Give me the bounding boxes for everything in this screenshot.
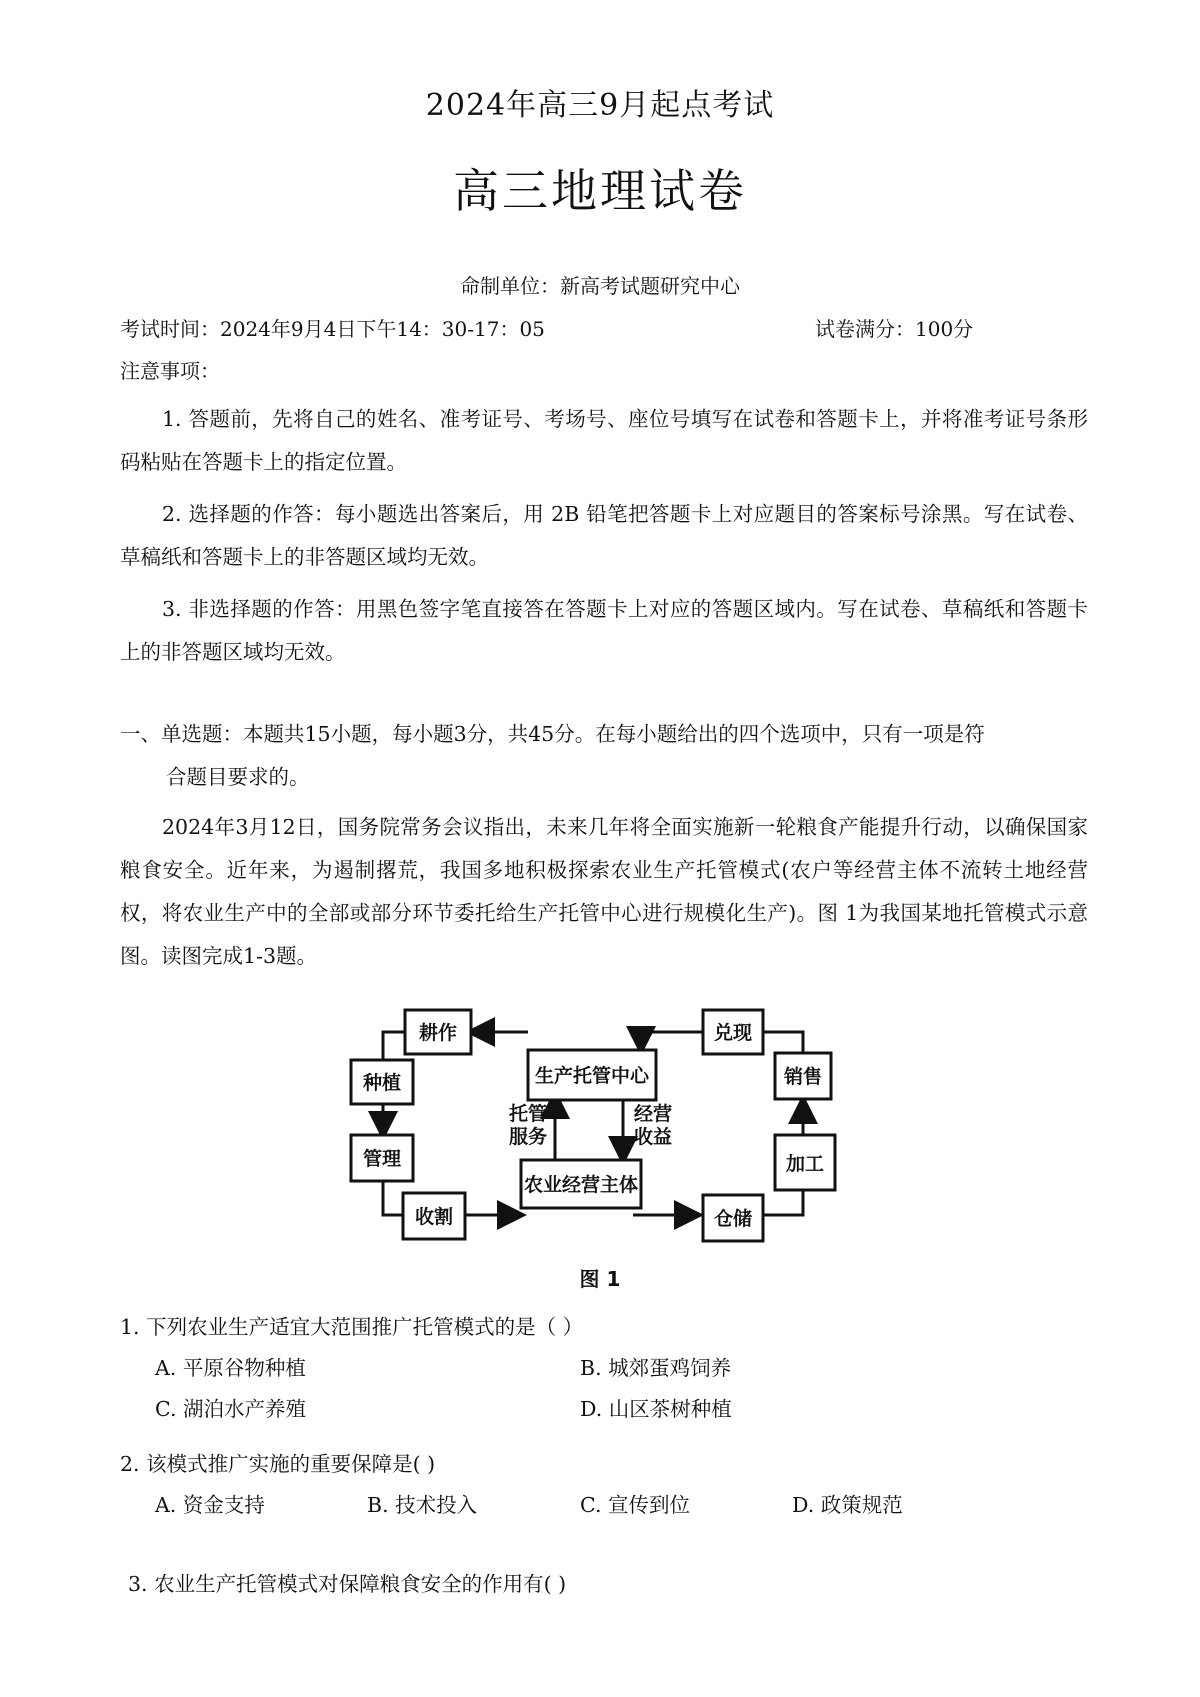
question-1-option-d: D. 山区茶树种植 [580,1397,732,1421]
question-2-option-d: D. 政策规范 [792,1493,903,1517]
section-heading-line2: 合题目要求的。 [166,765,310,789]
question-3-stem: 3. 农业生产托管模式对保障粮食安全的作用有( ) [128,1572,567,1596]
label-service-1: 托管 [508,1103,548,1125]
line-guanli-to-shouge [383,1180,403,1215]
label-shouge: 收割 [414,1206,454,1228]
label-duixian: 兑现 [713,1022,753,1044]
paper-title: 高三地理试卷 [453,164,747,218]
label-cangchu: 仓储 [713,1208,753,1230]
exam-title: 2024年高三9月起点考试 [425,88,775,123]
section-heading [120,713,1088,799]
figure-caption: 图 1 [579,1267,621,1291]
note-1: 1. 答题前，先将自己的姓名、准考证号、考场号、座位号填写在试卷和答题卡上，并将准考证号条形码粘贴在答题卡上的指定位置。 [120,407,1088,474]
label-zhongzhi: 种植 [362,1072,402,1094]
question-2-option-b: B. 技术投入 [367,1493,478,1517]
question-1-option-b: B. 城郊蛋鸡饲养 [580,1356,732,1380]
label-income-1: 经营 [633,1103,673,1125]
note-3: 3. 非选择题的作答：用黑色签字笔直接答在答题卡上对应的答题区域内。写在试卷、草稿纸和答题卡上的非答题区域均无效。 [120,597,1088,664]
question-2-option-a: A. 资金支持 [155,1493,265,1517]
figure-1-diagram [343,985,903,1255]
section-heading-line1: 一、单选题：本题共15小题，每小题3分，共45分。在每小题给出的四个选项中，只有一项是符 [120,722,985,746]
label-subject: 农业经营主体 [523,1174,639,1196]
question-2-option-c: C. 宣传到位 [580,1493,690,1517]
label-guanli: 管理 [362,1148,402,1170]
note-2: 2. 选择题的作答：每小题选出答案后，用 2B 铅笔把答题卡上对应题目的答案标号涂黑。写在试卷、草稿纸和答题卡上的非答题区域均无效。 [120,502,1088,569]
label-jiagong: 加工 [785,1153,825,1175]
question-1-option-a: A. 平原谷物种植 [155,1356,306,1380]
line-xiaoshou-to-duixian [763,1032,803,1053]
question-1-option-c: C. 湖泊水产养殖 [155,1397,306,1421]
issuing-unit: 命制单位：新高考试题研究中心 [460,274,740,298]
line-gengzuo-to-zhongzhi [383,1032,405,1060]
arrow-duixian-to-center [641,1032,703,1050]
question-1-stem: 1. 下列农业生产适宜大范围推广托管模式的是（ ） [120,1315,584,1339]
label-income-2: 收益 [633,1126,673,1148]
notes-heading: 注意事项： [120,359,220,383]
passage: 2024年3月12日，国务院常务会议指出，未来几年将全面实施新一轮粮食产能提升行动，以确保国家粮食安全。近年来，为遏制撂荒，我国多地积极探索农业生产托管模式(农户等经营主体不流转土地经营权，将农业生产中的全部或部分环节委托给生产托管中心进行规模化生产)。图 1为我国某地托管模式示意图。读图完成1-3题。 [120,815,1088,968]
label-gengzuo: 耕作 [418,1022,458,1044]
question-2-stem: 2. 该模式推广实施的重要保障是( ) [120,1452,436,1476]
label-xiaoshou: 销售 [783,1066,823,1088]
label-center: 生产托管中心 [534,1065,650,1087]
full-score: 试卷满分：100分 [815,317,974,341]
line-cangchu-to-jiagong [763,1190,803,1215]
label-service-2: 服务 [508,1126,548,1148]
exam-time: 考试时间：2024年9月4日下午14：30-17：05 [120,317,545,341]
